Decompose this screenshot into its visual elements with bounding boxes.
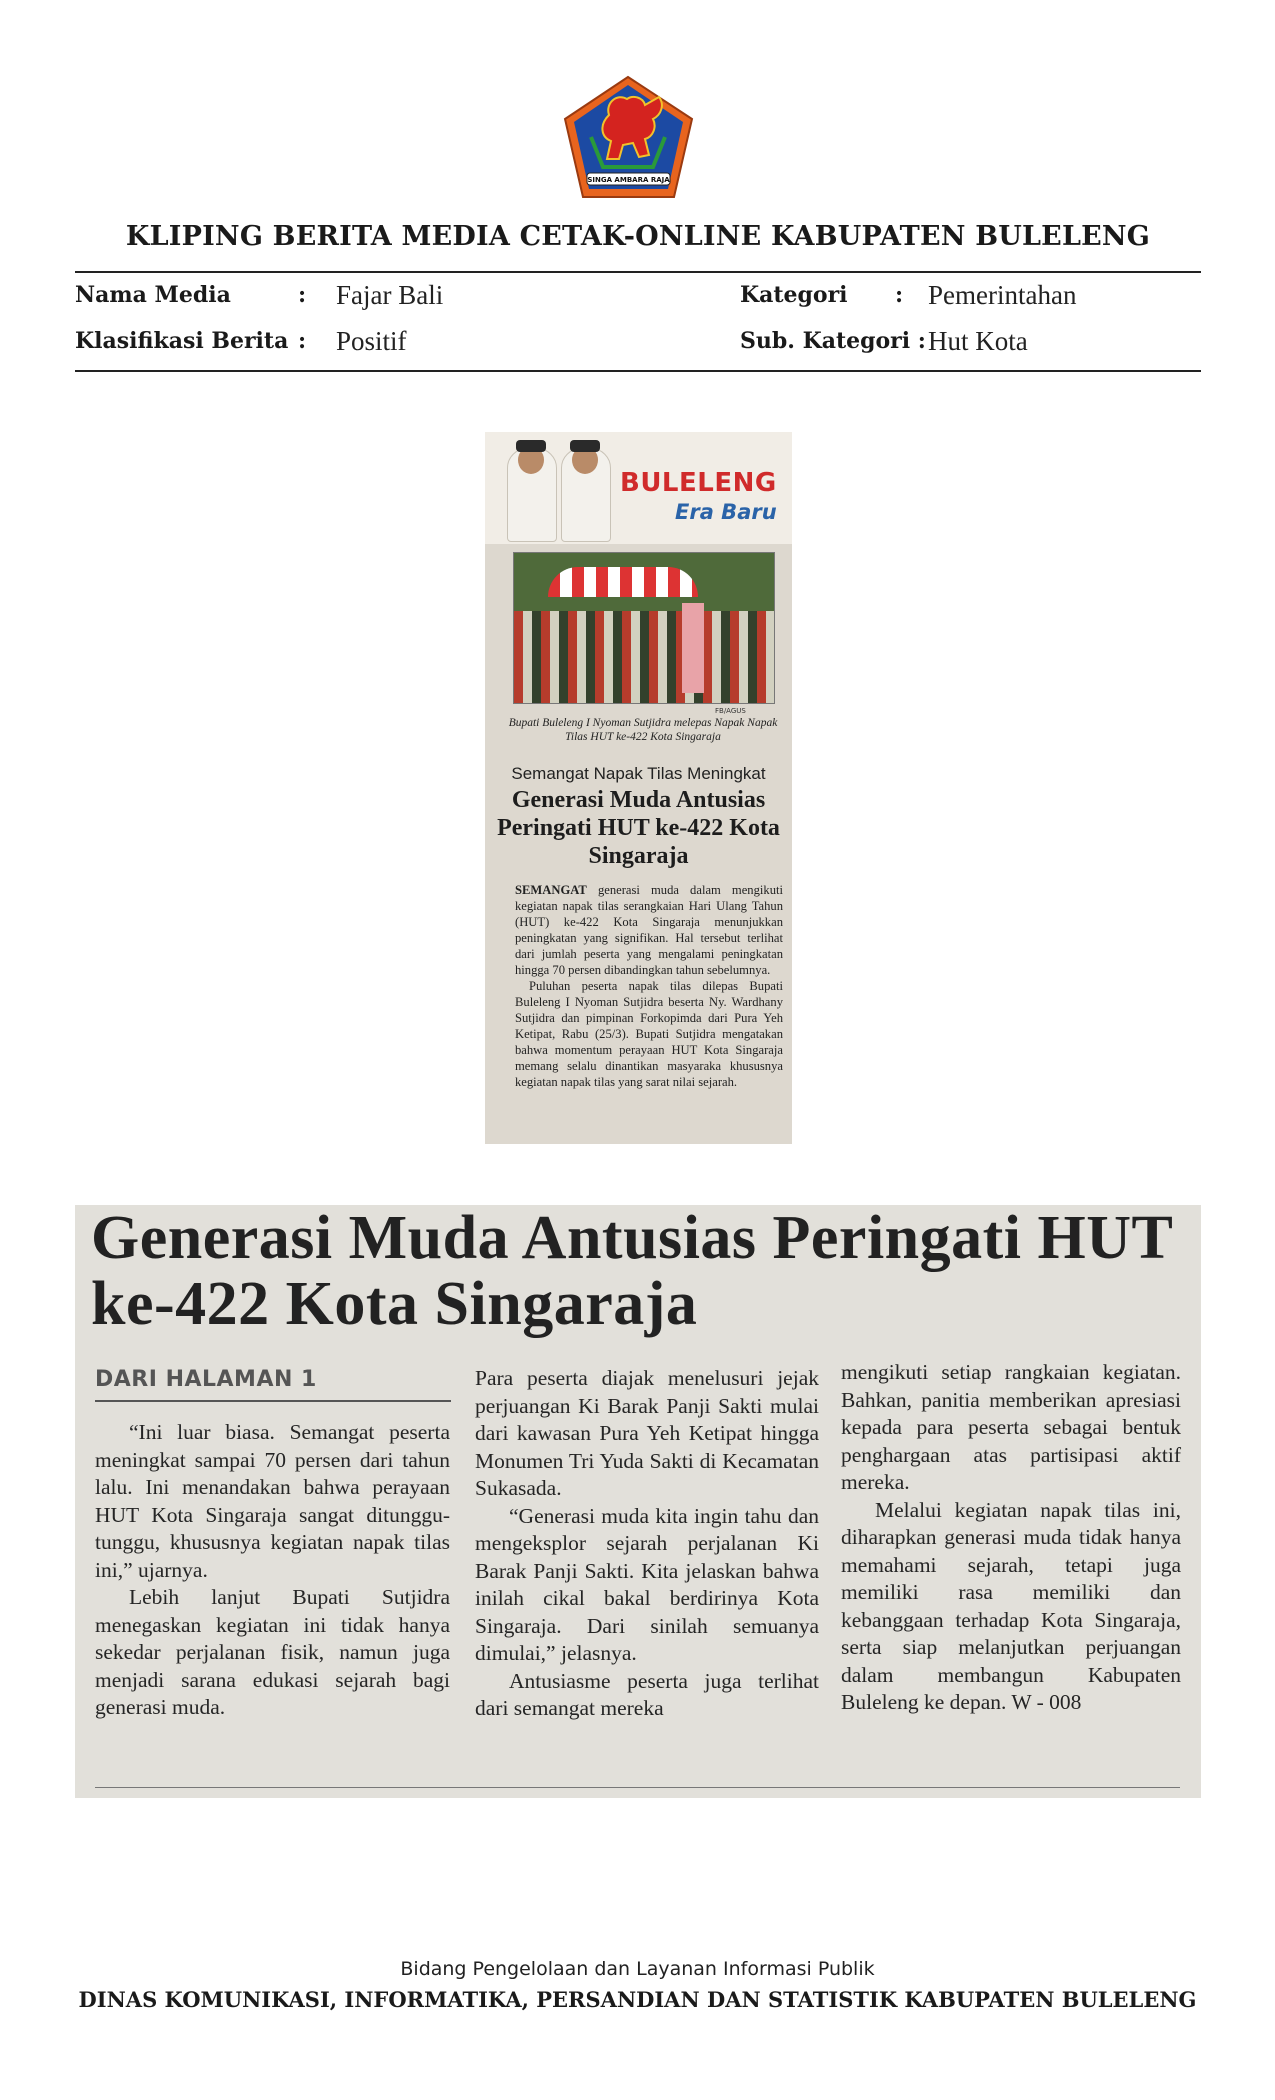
newspaper-clipping-large	[75, 1205, 1201, 1798]
article-paragraph	[515, 882, 783, 978]
paragraph-text: generasi muda dalam mengikuti kegiatan napak tilas serangkaian Hari Ulang Tahun (HUT) ke-422 Kota Singaraja menunjukkan peningkatan yang signifikan. Hal tersebut terlihat dari jumlah peserta yang mengalami peningkatan hingga 70 persen dibandingkan tahun sebelumnya.	[515, 883, 783, 977]
brand-era-baru: Era Baru	[675, 500, 777, 524]
klasifikasi-label: Klasifikasi Berita	[75, 328, 289, 354]
article-paragraph: Para peserta diajak menelusuri jejak perjuangan Ki Barak Panji Sakti mulai dari kawasan Pura Yeh Ketipat hingga Monumen Tri Yuda Sakti di Kecamatan Sukasada.	[475, 1366, 819, 1500]
article-column-3	[841, 1359, 1181, 1717]
article-column-1	[95, 1419, 450, 1722]
page-title: KLIPING BERITA MEDIA CETAK-ONLINE KABUPATEN BULELENG	[125, 221, 1151, 252]
article-body	[515, 882, 783, 1090]
article-paragraph: mengikuti setiap rangkaian kegiatan. Bahkan, panitia memberikan apresiasi kepada para peserta sebagai bentuk penghargaan atas partisipasi aktif mereka.	[841, 1360, 1181, 1494]
article-paragraph: Antusiasme peserta juga terlihat dari semangat mereka	[475, 1668, 819, 1720]
kategori-value: Pemerintahan	[928, 280, 1077, 310]
sub-kategori-value: Hut Kota	[928, 326, 1028, 356]
article-column-2	[475, 1365, 819, 1723]
continued-rule	[95, 1400, 451, 1402]
logo-ribbon-text: SINGA AMBARA RAJA	[587, 176, 670, 184]
article-paragraph: “Generasi muda kita ingin tahu dan mengeksplor sejarah perjalanan Ki Barak Panji Sakti. Kita jelaskan bahwa inilah cikal bakal berdirinya Kota Singaraja. Dari sinilah semuanya dimulai,” jelasnya.	[475, 1503, 819, 1665]
colon: :	[298, 282, 307, 308]
divider-top	[75, 271, 1201, 273]
article-paragraph: Puluhan peserta napak tilas dilepas Bupati Buleleng I Nyoman Sutjidra beserta Ny. Wardhany Sutjidra dan pimpinan Forkopimda dari Pura Yeh Ketipat, Rabu (25/3). Bupati Sutjidra mengatakan bahwa momentum perayaan HUT Kota Singaraja memang selalu dinantikan masyaraka khususnya kegiatan napak tilas yang sarat nilai sejarah.	[515, 979, 783, 1089]
clipping-banner	[485, 432, 792, 544]
nama-media-value: Fajar Bali	[336, 280, 444, 310]
tent-canopy	[548, 567, 698, 597]
colon: :	[298, 328, 307, 354]
article-paragraph: “Ini luar biasa. Semangat peserta meningkat sampai 70 persen dari tahun lalu. Ini menandakan bahwa perayaan HUT Kota Singaraja sangat ditunggu-tunggu, khususnya kegiatan napak tilas ini,” ujarnya.	[95, 1420, 450, 1582]
event-photo	[513, 552, 775, 704]
colon: :	[895, 282, 904, 308]
article-headline: Generasi Muda Antusias Peringati HUT ke-422 Kota Singaraja	[497, 787, 780, 869]
footer-division: Bidang Pengelolaan dan Layanan Informasi Publik	[400, 1958, 875, 1980]
lead-word: SEMANGAT	[515, 883, 587, 897]
article-kicker: Semangat Napak Tilas Meningkat	[511, 764, 766, 783]
continued-headline: Generasi Muda Antusias Peringati HUT ke-422 Kota Singaraja	[91, 1205, 1173, 1338]
kategori-label: Kategori	[740, 282, 848, 308]
official-cap	[516, 440, 546, 452]
newspaper-clipping-small	[485, 432, 792, 1144]
clipping-bottom-rule	[95, 1787, 1180, 1788]
continued-from-label: DARI HALAMAN 1	[95, 1367, 317, 1392]
official-cap	[570, 440, 600, 452]
singa-ambara-raja-logo	[561, 75, 696, 200]
sub-kategori-label: Sub. Kategori :	[740, 328, 926, 354]
photo-credit: FB/AGUS	[715, 707, 746, 715]
divider-bottom	[75, 370, 1201, 372]
photo-caption: Bupati Buleleng I Nyoman Sutjidra melepas Napak Napak Tilas HUT ke-422 Kota Singaraja	[508, 717, 778, 743]
brand-buleleng: BULELENG	[620, 468, 777, 498]
klasifikasi-value: Positif	[336, 326, 407, 356]
article-paragraph: Melalui kegiatan napak tilas ini, diharapkan generasi muda tidak hanya memahami sejarah, tetapi juga memiliki rasa memiliki dan kebanggaan terhadap Kota Singaraja, serta siap melanjutkan perjuangan dalam membangun Kabupaten Buleleng ke depan. W - 008	[841, 1497, 1181, 1714]
article-paragraph: Lebih lanjut Bupati Sutjidra menegaskan kegiatan ini tidak hanya sekedar perjalanan fisik, namun juga menjadi sarana edukasi sejarah bagi generasi muda.	[95, 1585, 450, 1719]
footer-agency: DINAS KOMUNIKASI, INFORMATIKA, PERSANDIAN DAN STATISTIK KABUPATEN BULELENG	[78, 1987, 1197, 2012]
nama-media-label: Nama Media	[75, 282, 231, 308]
participants-crowd	[514, 611, 774, 703]
starting-post	[682, 603, 704, 693]
